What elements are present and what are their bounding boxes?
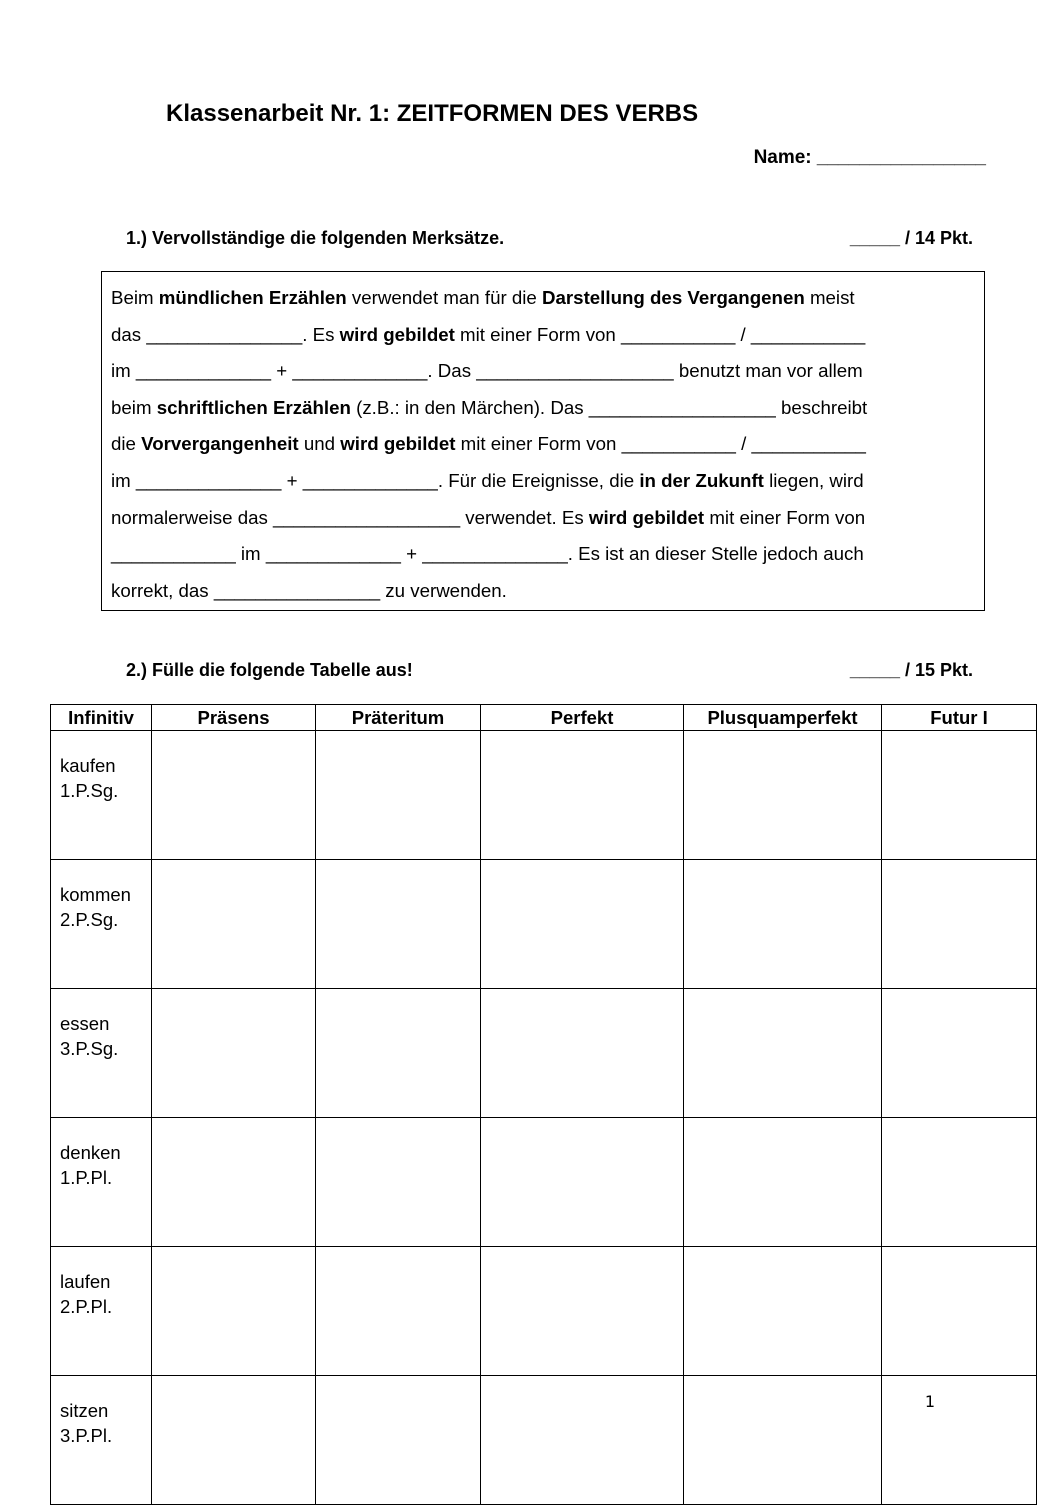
- text-segment: und: [298, 433, 341, 455]
- cloze-line-text: [111, 280, 855, 317]
- answer-cell[interactable]: [152, 1118, 316, 1247]
- text-segment: korrekt, das ________________ zu verwenden.: [111, 579, 507, 601]
- infinitive-cell: [51, 731, 152, 860]
- cloze-line: [111, 390, 976, 427]
- text-segment: die: [111, 433, 142, 455]
- header-futur-1: Futur I: [882, 705, 1037, 731]
- cloze-line: [111, 573, 976, 610]
- person-label: 1.P.Sg.: [60, 780, 119, 801]
- cloze-line-text: [111, 353, 863, 390]
- text-segment: mit einer Form von: [704, 506, 866, 528]
- cloze-line: [111, 317, 976, 354]
- answer-cell[interactable]: [316, 1376, 481, 1505]
- text-segment: normalerweise das __________________ verwendet. Es: [111, 506, 589, 528]
- bold-term: wird gebildet: [588, 506, 705, 528]
- table-header-row: [51, 705, 1037, 731]
- bold-term: mündlichen Erzählen: [158, 287, 347, 308]
- table-row: [51, 1376, 1037, 1505]
- person-label: 3.P.Sg.: [60, 1038, 119, 1059]
- answer-cell[interactable]: [684, 1376, 882, 1505]
- task-2-points[interactable]: _____ / 15 Pkt.: [849, 660, 973, 680]
- text-segment: ____________ im _____________ + ______________. Es ist an dieser Stelle jedoch auch: [111, 543, 864, 565]
- answer-cell[interactable]: [481, 860, 684, 989]
- answer-cell[interactable]: [882, 1247, 1037, 1376]
- person-label: 2.P.Sg.: [60, 909, 119, 930]
- answer-cell[interactable]: [152, 731, 316, 860]
- header-praesens: Präsens: [152, 705, 316, 731]
- answer-cell[interactable]: [152, 1376, 316, 1505]
- answer-cell[interactable]: [481, 1247, 684, 1376]
- bold-term: Vorvergangenheit: [141, 433, 299, 455]
- page-title: Klassenarbeit Nr. 1: ZEITFORMEN DES VERBS: [166, 100, 699, 127]
- text-segment: liegen, wird: [763, 469, 864, 491]
- answer-cell[interactable]: [316, 1118, 481, 1247]
- answer-cell[interactable]: [316, 860, 481, 989]
- answer-cell[interactable]: [316, 989, 481, 1118]
- text-segment: beim: [111, 396, 157, 418]
- answer-cell[interactable]: [152, 1247, 316, 1376]
- answer-cell[interactable]: [481, 1376, 684, 1505]
- verb-label: sitzen: [60, 1400, 109, 1421]
- bold-term: in der Zukunft: [639, 469, 764, 491]
- answer-cell[interactable]: [316, 731, 481, 860]
- task-2-header: [126, 660, 973, 681]
- text-segment: im _____________ + _____________. Das ___________________ benutzt man vor allem: [111, 360, 863, 382]
- task-1-label: 1.) Vervollständige die folgenden Merksätze.: [126, 228, 505, 248]
- answer-cell[interactable]: [481, 989, 684, 1118]
- verb-label: kommen: [60, 884, 131, 905]
- verb-label: kaufen: [60, 755, 116, 776]
- page-number: 1: [924, 1392, 935, 1411]
- verb-label: denken: [60, 1142, 121, 1163]
- cloze-line: [111, 500, 976, 537]
- text-segment: meist: [804, 287, 855, 308]
- infinitive-cell: [51, 989, 152, 1118]
- cloze-line-text: [111, 536, 864, 573]
- table-row: [51, 989, 1037, 1118]
- answer-cell[interactable]: [684, 860, 882, 989]
- answer-cell[interactable]: [684, 989, 882, 1118]
- table-row: [51, 731, 1037, 860]
- bold-term: wird gebildet: [339, 323, 455, 345]
- person-label: 3.P.Pl.: [60, 1425, 113, 1446]
- table-row: [51, 860, 1037, 989]
- cloze-line-text: [111, 580, 507, 601]
- text-segment: mit einer Form von ___________ / ___________: [454, 323, 866, 345]
- cloze-line-text: [111, 426, 866, 463]
- infinitive-cell: [51, 1247, 152, 1376]
- bold-term: schriftlichen Erzählen: [156, 396, 351, 418]
- infinitive-cell: [51, 1376, 152, 1505]
- text-segment: das _______________. Es: [111, 323, 340, 345]
- answer-cell[interactable]: [152, 989, 316, 1118]
- answer-cell[interactable]: [684, 1247, 882, 1376]
- header-praeteritum: Präteritum: [316, 705, 481, 731]
- cloze-line: [111, 536, 976, 573]
- conjugation-table: [50, 704, 1037, 1505]
- bold-term: wird gebildet: [340, 433, 456, 455]
- answer-cell[interactable]: [481, 731, 684, 860]
- answer-cell[interactable]: [316, 1247, 481, 1376]
- cloze-line-text: [111, 500, 865, 537]
- task-1-header: [126, 228, 973, 249]
- cloze-line-text: [111, 390, 867, 427]
- answer-cell[interactable]: [882, 731, 1037, 860]
- cloze-line-text: [111, 463, 864, 500]
- infinitive-cell: [51, 860, 152, 989]
- verb-label: laufen: [60, 1271, 111, 1292]
- person-label: 1.P.Pl.: [60, 1167, 113, 1188]
- answer-cell[interactable]: [684, 1118, 882, 1247]
- header-infinitiv: Infinitiv: [51, 705, 152, 731]
- verb-label: essen: [60, 1013, 110, 1034]
- bold-term: Darstellung des Vergangenen: [542, 287, 805, 308]
- cloze-text-box: [101, 271, 985, 611]
- answer-cell[interactable]: [882, 1376, 1037, 1505]
- text-segment: verwendet man für die: [346, 287, 543, 308]
- task-1-points[interactable]: _____ / 14 Pkt.: [849, 228, 973, 248]
- table-row: [51, 1247, 1037, 1376]
- answer-cell[interactable]: [882, 1118, 1037, 1247]
- infinitive-cell: [51, 1118, 152, 1247]
- answer-cell[interactable]: [882, 860, 1037, 989]
- cloze-line: [111, 426, 976, 463]
- name-field[interactable]: Name: ________________: [753, 147, 986, 168]
- task-2-label: 2.) Fülle die folgende Tabelle aus!: [126, 660, 413, 680]
- answer-cell[interactable]: [481, 1118, 684, 1247]
- header-perfekt: Perfekt: [481, 705, 684, 731]
- answer-cell[interactable]: [882, 989, 1037, 1118]
- text-segment: im ______________ + _____________. Für die Ereignisse, die: [111, 469, 640, 491]
- person-label: 2.P.Pl.: [60, 1296, 113, 1317]
- cloze-line-text: [111, 317, 865, 354]
- answer-cell[interactable]: [152, 860, 316, 989]
- text-segment: mit einer Form von ___________ / ___________: [455, 433, 866, 455]
- table-row: [51, 1118, 1037, 1247]
- cloze-line: [111, 463, 976, 500]
- cloze-line: [111, 280, 976, 317]
- text-segment: Beim: [111, 287, 159, 308]
- header-plusquamperfekt: Plusquamperfekt: [684, 705, 882, 731]
- answer-cell[interactable]: [684, 731, 882, 860]
- cloze-line: [111, 353, 976, 390]
- text-segment: (z.B.: in den Märchen). Das __________________ beschreibt: [350, 396, 868, 418]
